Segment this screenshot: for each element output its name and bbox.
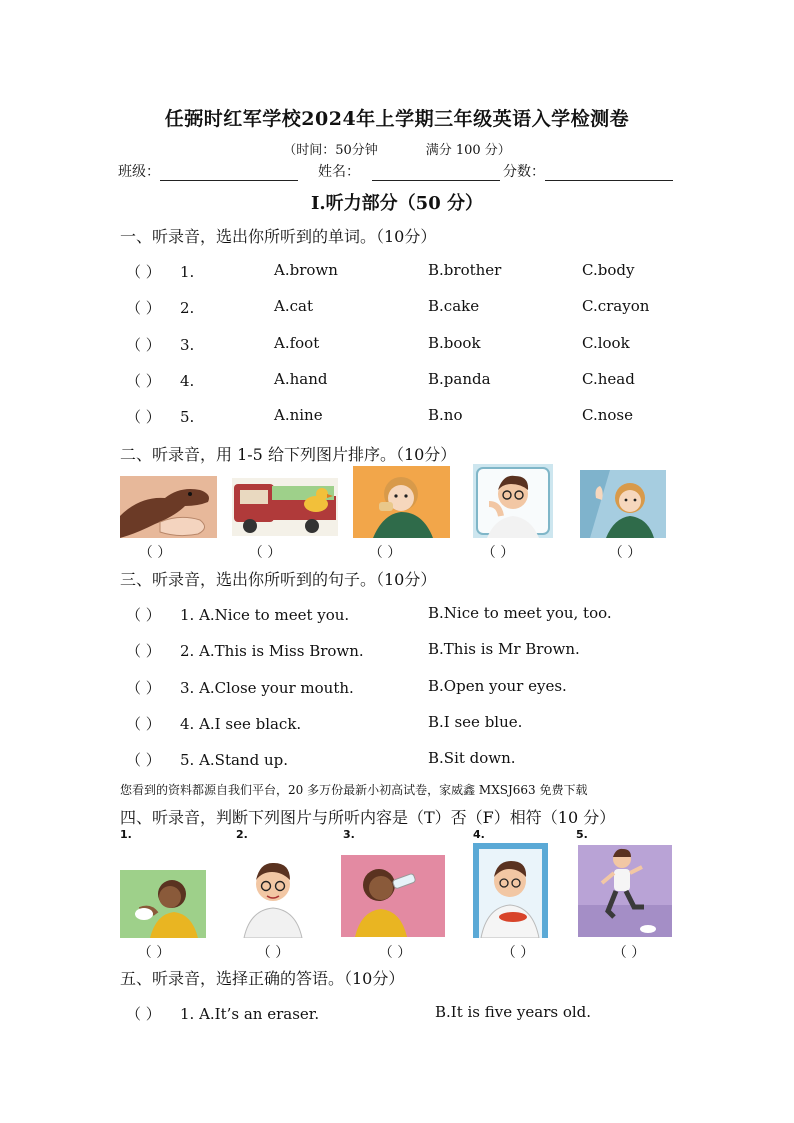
option-b: B.no: [428, 406, 463, 424]
name-label: 姓名：: [318, 164, 360, 180]
exam-subtitle: [0, 139, 794, 158]
option-a: 1. A.It’s an eraser.: [180, 1005, 320, 1023]
judge-blank-4[interactable]: （ ）: [501, 945, 535, 961]
option-a: A.hand: [274, 370, 328, 388]
order-blank-1[interactable]: （ ）: [138, 545, 172, 561]
option-a: 1. A.Nice to meet you.: [180, 606, 350, 624]
option-a: A.brown: [274, 261, 338, 279]
answer-blank[interactable]: （ ）: [126, 715, 161, 733]
judge-blank-1[interactable]: （ ）: [137, 945, 171, 961]
option-a: 5. A.Stand up.: [180, 751, 288, 769]
picture-number-4: 4.: [473, 828, 485, 841]
section-5-heading: 五、听录音，选择正确的答语。（10分）: [120, 969, 405, 988]
order-blank-3[interactable]: （ ）: [368, 545, 402, 561]
section-2-heading: 二、听录音，用 1-5 给下列图片排序。（10分）: [120, 445, 457, 464]
option-c: C.body: [582, 261, 635, 279]
option-a: A.cat: [274, 297, 313, 315]
option-b: B.It is five years old.: [435, 1003, 592, 1021]
name-blank[interactable]: [372, 166, 500, 181]
sentence-row: [126, 749, 288, 770]
class-label: 班级：: [118, 164, 160, 180]
girl-waving-picture: [580, 470, 666, 538]
option-a: 2. A.This is Miss Brown.: [180, 642, 364, 660]
answer-blank[interactable]: （ ）: [126, 606, 161, 624]
response-row: [126, 1003, 319, 1024]
option-b: B.I see blue.: [428, 713, 523, 731]
name-field: [318, 161, 500, 181]
answer-blank[interactable]: （ ）: [126, 408, 161, 426]
order-blank-4[interactable]: （ ）: [481, 545, 515, 561]
answer-blank[interactable]: （ ）: [126, 679, 161, 697]
section-4-heading: 四、听录音，判断下列图片与所听内容是（T）否（F）相符（10 分）: [120, 808, 616, 827]
boy-eating-picture: [473, 843, 548, 938]
option-b: B.cake: [428, 297, 480, 315]
option-a: A.nine: [274, 406, 323, 424]
score-field: [503, 161, 673, 181]
answer-blank[interactable]: （ ）: [126, 642, 161, 660]
question-row: [126, 334, 194, 355]
order-blank-2[interactable]: （ ）: [248, 545, 282, 561]
option-b: B.panda: [428, 370, 491, 388]
platform-note: 您看到的资料都源自我们平台，20 多万份最新小初高试卷，家威鑫 MXSJ663 免费下载: [120, 783, 588, 797]
sentence-row: [126, 713, 301, 734]
option-b: B.book: [428, 334, 481, 352]
question-number: 3.: [180, 336, 195, 354]
question-number: 5.: [180, 408, 195, 426]
girl-eating-picture: [353, 466, 450, 538]
judge-blank-5[interactable]: （ ）: [612, 945, 646, 961]
option-c: C.crayon: [582, 297, 650, 315]
picture-number-5: 5.: [576, 828, 588, 841]
boy-glasses-picture: [473, 464, 553, 538]
question-row: [126, 406, 194, 427]
page-title: 任弼时红军学校2024年上学期三年级英语入学检测卷: [164, 108, 630, 130]
time-limit: （时间：50分钟: [283, 143, 378, 158]
listening-part-title: Ⅰ.听力部分（50 分）: [310, 193, 483, 214]
duck-truck-picture: [232, 478, 338, 536]
question-row: [126, 261, 194, 282]
option-b: B.This is Mr Brown.: [428, 640, 580, 658]
answer-blank[interactable]: （ ）: [126, 263, 161, 281]
full-score: 满分 100 分）: [425, 143, 511, 158]
picture-number-2: 2.: [236, 828, 248, 841]
option-a: 3. A.Close your mouth.: [180, 679, 354, 697]
option-c: C.head: [582, 370, 635, 388]
picture-number-1: 1.: [120, 828, 132, 841]
section-1-heading: 一、听录音，选出你所听到的单词。（10分）: [120, 227, 437, 246]
answer-blank[interactable]: （ ）: [126, 336, 161, 354]
answer-blank[interactable]: （ ）: [126, 1005, 161, 1023]
section-3-heading: 三、听录音，选出你所听到的句子。（10分）: [120, 570, 437, 589]
option-b: B.brother: [428, 261, 502, 279]
option-b: B.Open your eyes.: [428, 677, 567, 695]
score-blank[interactable]: [545, 166, 673, 181]
boy-running-picture: [578, 845, 672, 937]
score-label: 分数：: [503, 164, 545, 180]
boy-smiling-picture: [234, 854, 312, 938]
answer-blank[interactable]: （ ）: [126, 372, 161, 390]
boy-pointing-picture: [120, 870, 206, 938]
boy-drinking-picture: [341, 855, 445, 937]
question-row: [126, 370, 194, 391]
question-row: [126, 297, 194, 318]
option-c: C.nose: [582, 406, 633, 424]
question-number: 4.: [180, 372, 195, 390]
class-blank[interactable]: [160, 166, 298, 181]
picture-number-3: 3.: [343, 828, 355, 841]
sentence-row: [126, 640, 364, 661]
class-field: [118, 161, 298, 181]
question-number: 2.: [180, 299, 195, 317]
order-blank-5[interactable]: （ ）: [608, 545, 642, 561]
option-c: C.look: [582, 334, 630, 352]
judge-blank-2[interactable]: （ ）: [256, 945, 290, 961]
option-b: B.Sit down.: [428, 749, 516, 767]
option-a: 4. A.I see black.: [180, 715, 302, 733]
answer-blank[interactable]: （ ）: [126, 299, 161, 317]
judge-blank-3[interactable]: （ ）: [378, 945, 412, 961]
answer-blank[interactable]: （ ）: [126, 751, 161, 769]
option-b: B.Nice to meet you, too.: [428, 604, 612, 622]
option-a: A.foot: [274, 334, 320, 352]
sentence-row: [126, 604, 349, 625]
dog-nose-picture: [120, 476, 217, 538]
question-number: 1.: [180, 263, 195, 281]
sentence-row: [126, 677, 354, 698]
